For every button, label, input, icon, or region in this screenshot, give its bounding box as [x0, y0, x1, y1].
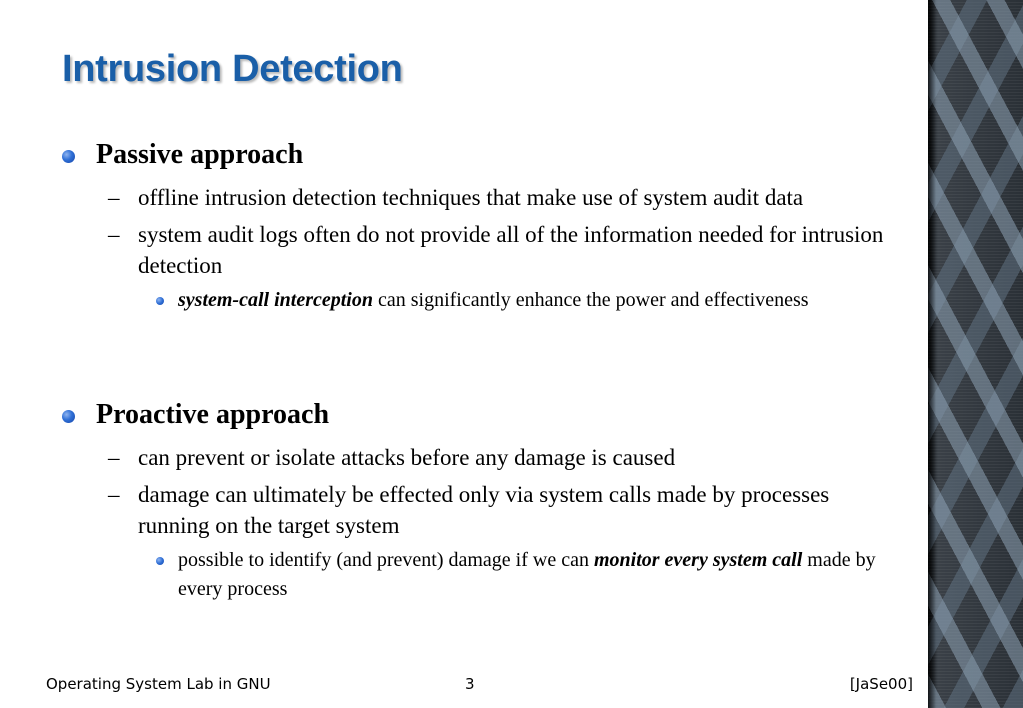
emphasis-text: system-call interception: [178, 289, 373, 311]
list-item-text: damage can ultimately be effected only via system calls made by processes running on the target system: [138, 482, 830, 538]
page-number: 3: [465, 675, 475, 693]
dash-icon: –: [108, 482, 120, 507]
section-heading: Passive approach: [96, 139, 304, 170]
list-item: [108, 442, 898, 473]
subpoint-text: can significantly enhance the power and effectiveness: [372, 289, 809, 311]
dash-icon: –: [108, 222, 120, 247]
list-item: [108, 219, 898, 281]
sub-bullet-icon: [156, 557, 164, 565]
sub-list-item: [155, 286, 895, 315]
subpoint-text: made by every process: [178, 549, 876, 600]
list-item: [108, 182, 898, 213]
list-item-text: can prevent or isolate attacks before any damage is caused: [138, 445, 676, 470]
bullet-icon: [62, 410, 75, 423]
section-heading: Proactive approach: [96, 399, 330, 430]
dash-icon: –: [108, 445, 120, 470]
dash-icon: –: [108, 185, 120, 210]
sidebar-shadow: [928, 0, 936, 708]
bullet-icon: [62, 150, 75, 163]
decorative-sidebar-image: [928, 0, 1023, 708]
footer-course: Operating System Lab in GNU: [46, 675, 271, 693]
list-item-text: system audit logs often do not provide all of the information needed for intrusion detection: [138, 222, 884, 278]
emphasis-text: monitor every system call: [593, 549, 803, 571]
footer-reference: [JaSe00]: [849, 675, 913, 693]
subpoint-text: possible to identify (and prevent) damage if we can: [178, 549, 594, 571]
sub-list-item-text: [178, 546, 895, 604]
list-item: [108, 479, 898, 541]
sub-list-item: [155, 546, 895, 604]
list-item-text: offline intrusion detection techniques that make use of system audit data: [138, 185, 804, 210]
slide-title: Intrusion Detection: [62, 48, 403, 90]
sub-list-item-text: [178, 286, 895, 315]
sub-bullet-icon: [156, 297, 164, 305]
